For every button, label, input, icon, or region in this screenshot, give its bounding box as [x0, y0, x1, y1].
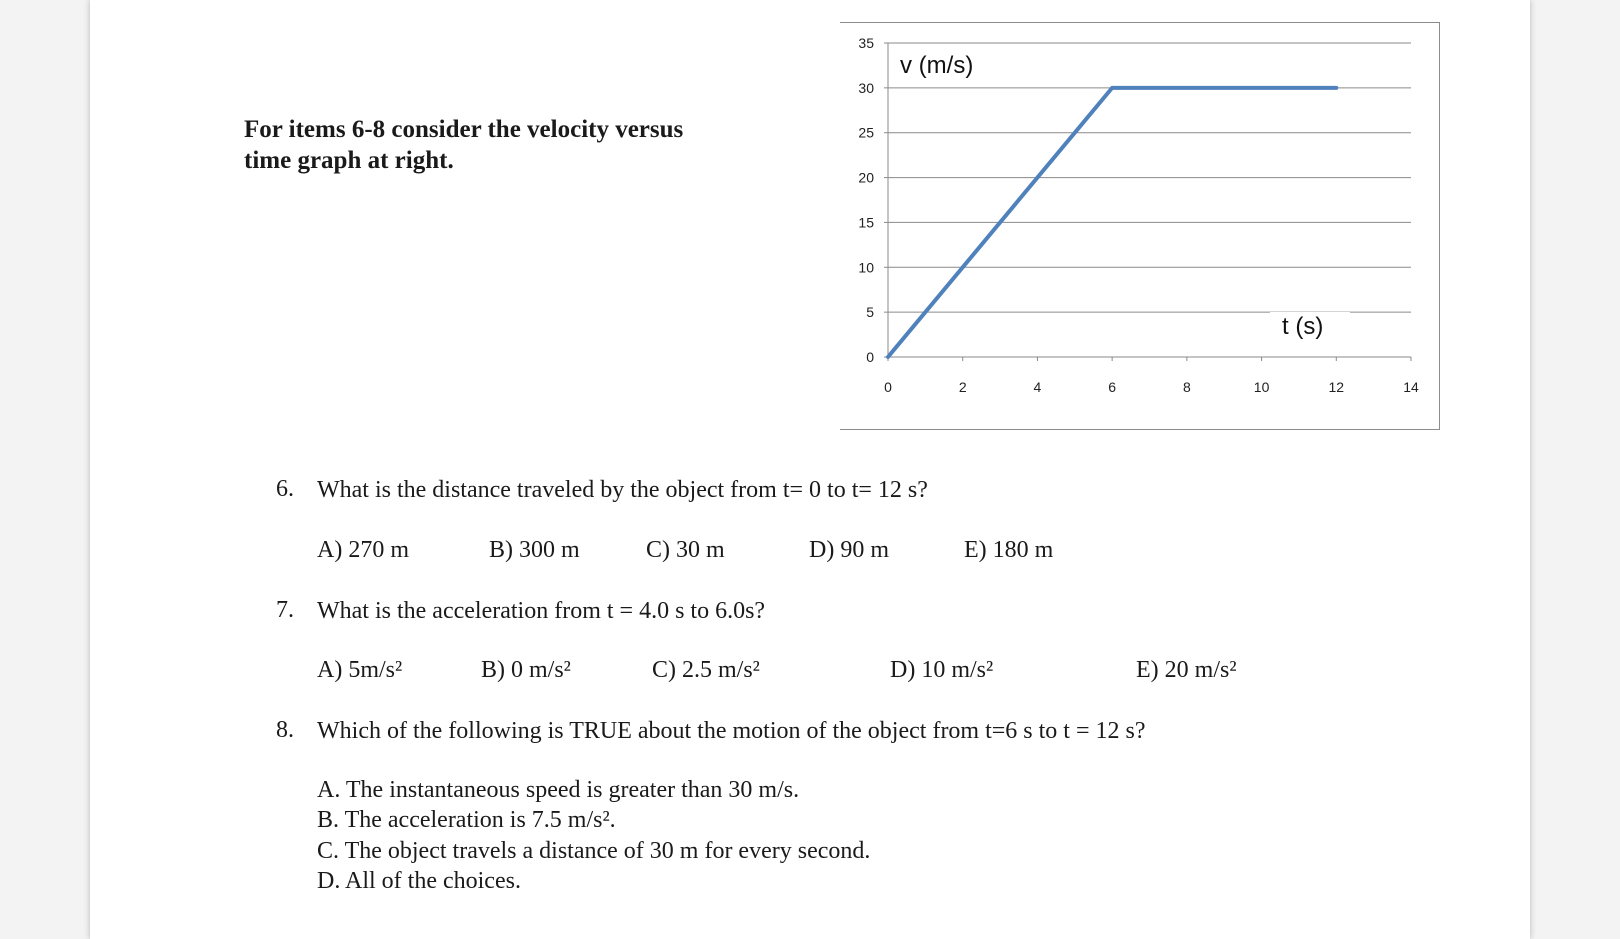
velocity-time-chart: [840, 22, 1440, 430]
q7-option-e[interactable]: E) 20 m/s²: [1136, 657, 1237, 683]
chart-svg: [840, 23, 1440, 431]
xtick-label-12: 12: [1328, 379, 1345, 395]
xtick-label-10: 10: [1253, 379, 1270, 395]
question-8-number: 8.: [276, 717, 294, 743]
ytick-label-0: 0: [866, 349, 874, 365]
ytick-label-35: 35: [858, 35, 874, 51]
ytick-label-30: 30: [858, 79, 874, 96]
q7-option-b[interactable]: B) 0 m/s²: [481, 657, 571, 683]
question-6-number: 6.: [276, 476, 294, 502]
y-axis-label: v (m/s): [900, 52, 974, 79]
question-8-text: Which of the following is TRUE about the motion of the object from t=6 s to t = 12 s?: [317, 718, 1146, 744]
q6-option-e[interactable]: E) 180 m: [964, 537, 1054, 563]
q7-option-c[interactable]: C) 2.5 m/s²: [652, 657, 760, 683]
q8-option-a[interactable]: A. The instantaneous speed is greater than 30 m/s.: [317, 777, 800, 803]
ytick-label-20: 20: [858, 169, 874, 186]
q6-option-c[interactable]: C) 30 m: [646, 537, 725, 563]
question-6-text: What is the distance traveled by the object from t= 0 to t= 12 s?: [317, 477, 928, 503]
ytick-label-10: 10: [858, 259, 874, 276]
q6-option-d[interactable]: D) 90 m: [809, 537, 889, 563]
worksheet-page: [90, 0, 1530, 939]
q8-option-c[interactable]: C. The object travels a distance of 30 m for every second.: [317, 838, 871, 864]
q6-option-a[interactable]: A) 270 m: [317, 537, 409, 563]
intro-text: [244, 114, 824, 176]
intro-line-1: For items 6-8 consider the velocity versus: [244, 116, 684, 143]
q8-option-b[interactable]: B. The acceleration is 7.5 m/s².: [317, 807, 616, 833]
xtick-label-8: 8: [1182, 379, 1191, 395]
xtick-label-6: 6: [1108, 379, 1117, 395]
ytick-label-25: 25: [858, 124, 874, 141]
ytick-label-15: 15: [858, 214, 874, 231]
xtick-label-0: 0: [884, 379, 892, 395]
q8-option-d[interactable]: D. All of the choices.: [317, 868, 521, 894]
xtick-label-4: 4: [1033, 379, 1042, 395]
q7-option-d[interactable]: D) 10 m/s²: [890, 657, 994, 683]
q7-option-a[interactable]: A) 5m/s²: [317, 657, 403, 683]
question-7-text: What is the acceleration from t = 4.0 s to 6.0s?: [317, 598, 766, 624]
x-axis-label: t (s): [1282, 313, 1324, 340]
xtick-label-2: 2: [958, 379, 967, 395]
question-7-number: 7.: [276, 597, 294, 623]
intro-line-2: time graph at right.: [244, 147, 454, 174]
q6-option-b[interactable]: B) 300 m: [489, 537, 580, 563]
xtick-label-14: 14: [1403, 379, 1419, 395]
ytick-label-5: 5: [866, 304, 874, 321]
